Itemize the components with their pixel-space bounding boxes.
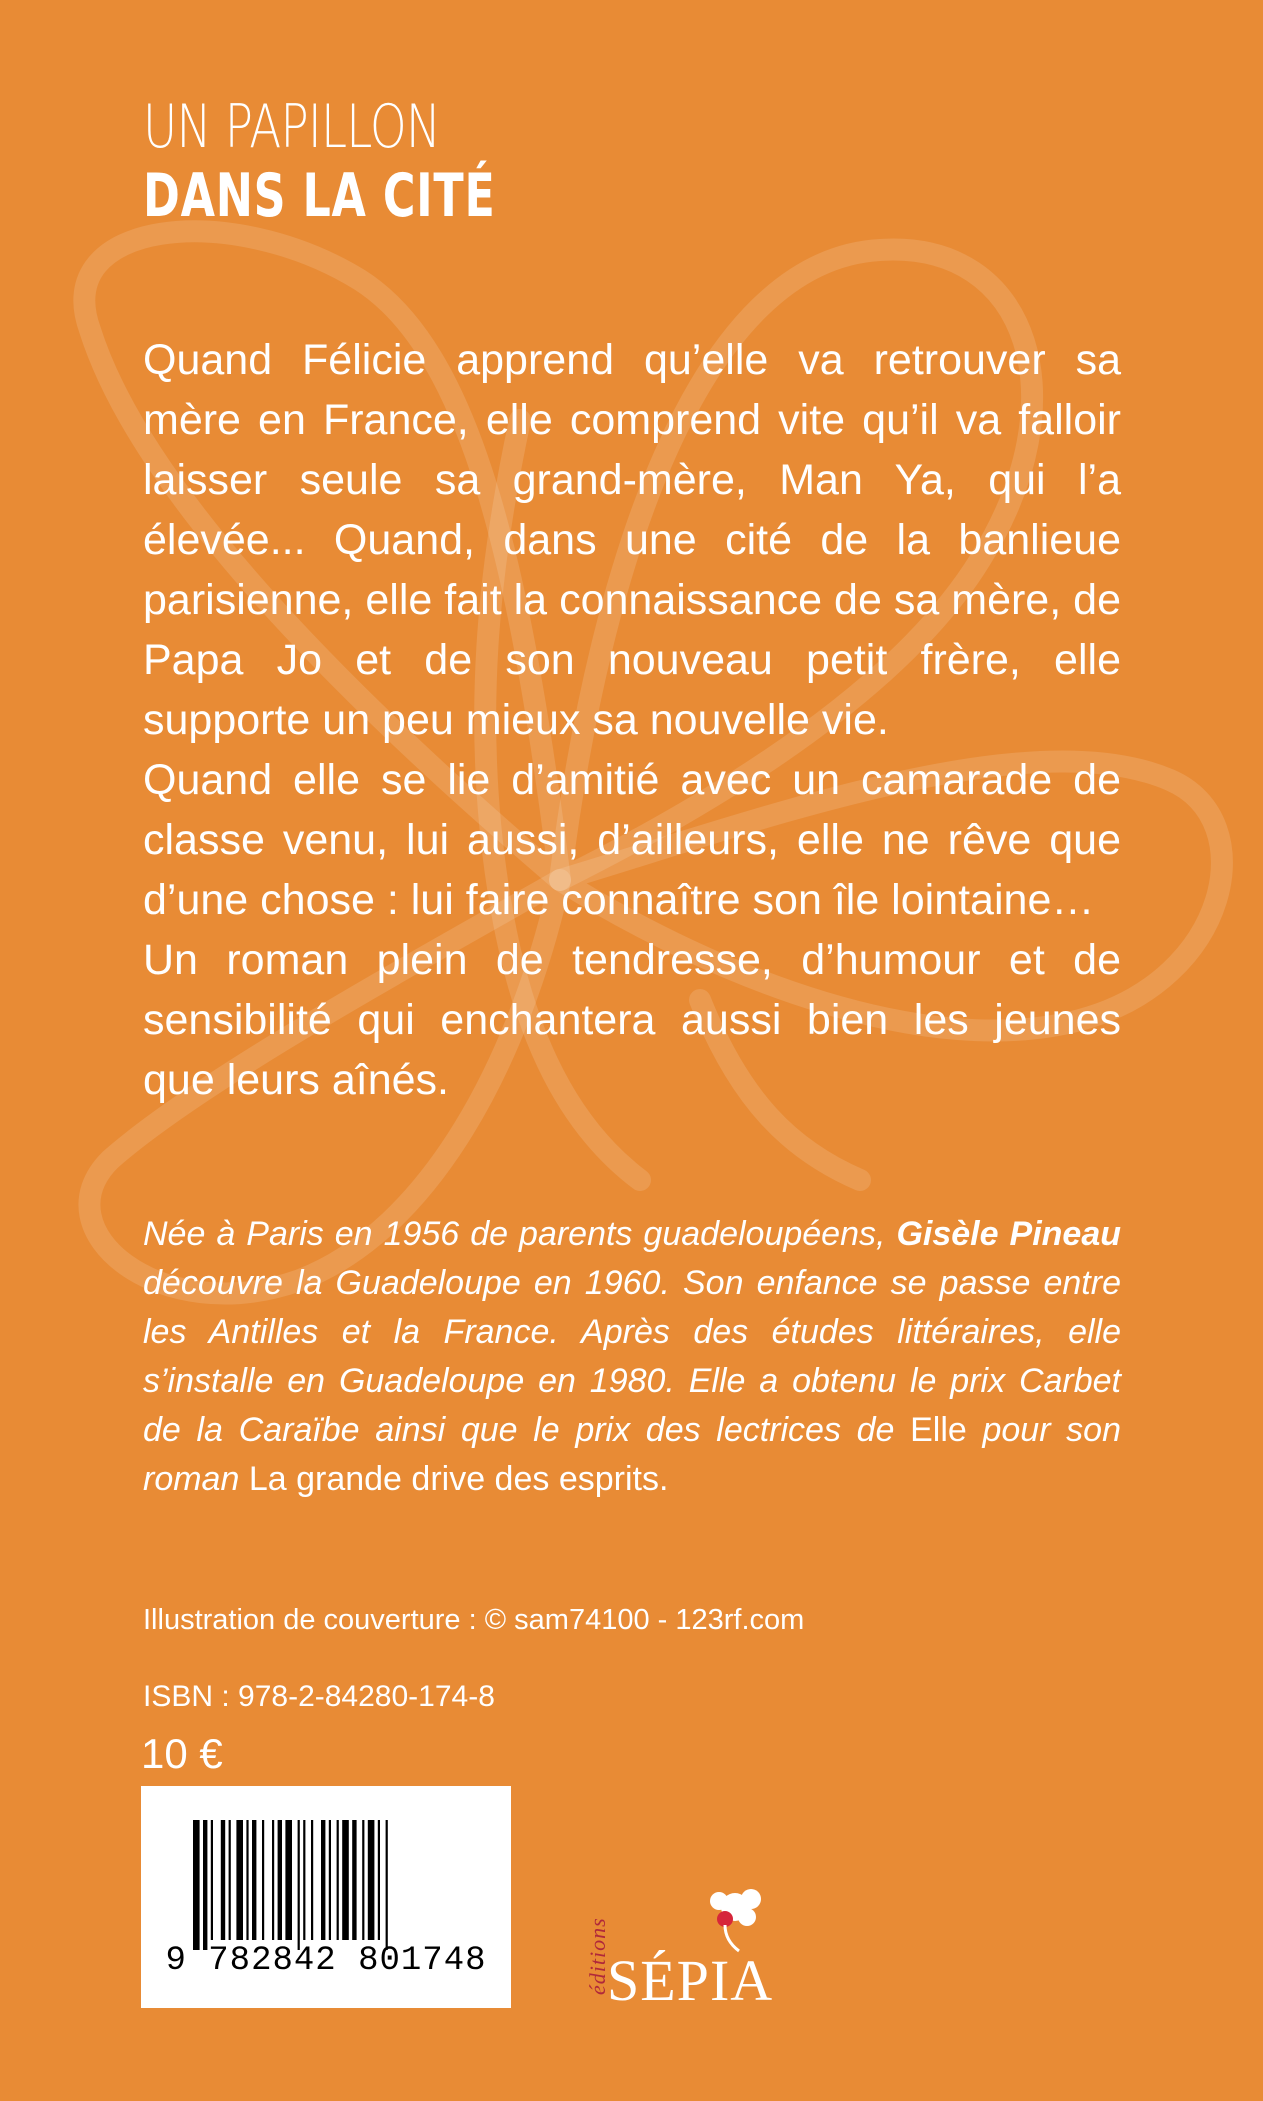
logo-publisher-name: SÉPIA: [607, 1948, 774, 2013]
bio-intro: Née à Paris en 1956 de parents guadeloupéens,: [143, 1215, 897, 1253]
novel-title: La grande drive des esprits.: [248, 1460, 669, 1498]
title-line-2: DANS LA CITÉ: [143, 161, 496, 231]
isbn: ISBN : 978-2-84280-174-8: [143, 1680, 495, 1713]
magazine-name: Elle: [910, 1411, 967, 1449]
illustration-credit: Illustration de couverture : © sam74100 - 123rf.com: [143, 1604, 805, 1636]
logo-editions-label: éditions: [585, 1917, 610, 1995]
title-line-1: UN PAPILLON: [143, 92, 441, 162]
synopsis-paragraph-2: Quand elle se lie d’amitié avec un camarade de classe venu, lui aussi, d’ailleurs, elle ne rêve que d’une chose : lui faire connaître son île lointaine…: [143, 756, 1121, 924]
author-name: Gisèle Pineau: [896, 1215, 1122, 1253]
author-bio: [143, 1210, 1121, 1504]
barcode: [141, 1786, 511, 2008]
publisher-logo: [585, 1885, 775, 2015]
synopsis-paragraph-1: Quand Félicie apprend qu’elle va retrouver sa mère en France, elle comprend vite qu’il va falloir laisser seule sa grand-mère, Man Ya, qui l’a élevée... Quand, dans une cité de la banlieue parisienne, elle fait la connaissance de sa mère, de Papa Jo et de son nouveau petit frère, elle supporte un peu mieux sa nouvelle vie.: [143, 336, 1121, 744]
synopsis-paragraph-3: Un roman plein de tendresse, d’humour et de sensibilité qui enchantera aussi bien les jeunes que leurs aînés.: [143, 936, 1121, 1104]
flower-icon: [695, 1885, 775, 1955]
price: 10 €: [141, 1730, 223, 1777]
bio-middle: découvre la Guadeloupe en 1960. Son enfance se passe entre les Antilles et la France. Après des études littéraires, elle s’installe en Guadeloupe en 1980. Elle a obtenu le prix Carbet de la Caraïbe ainsi que le prix des lectrices de: [143, 1264, 1121, 1449]
barcode-digits: 9 782842 801748: [165, 1942, 487, 1980]
synopsis: [143, 330, 1121, 1110]
bio-for-novel: pour son roman: [143, 1411, 1122, 1498]
book-title: [143, 92, 619, 230]
